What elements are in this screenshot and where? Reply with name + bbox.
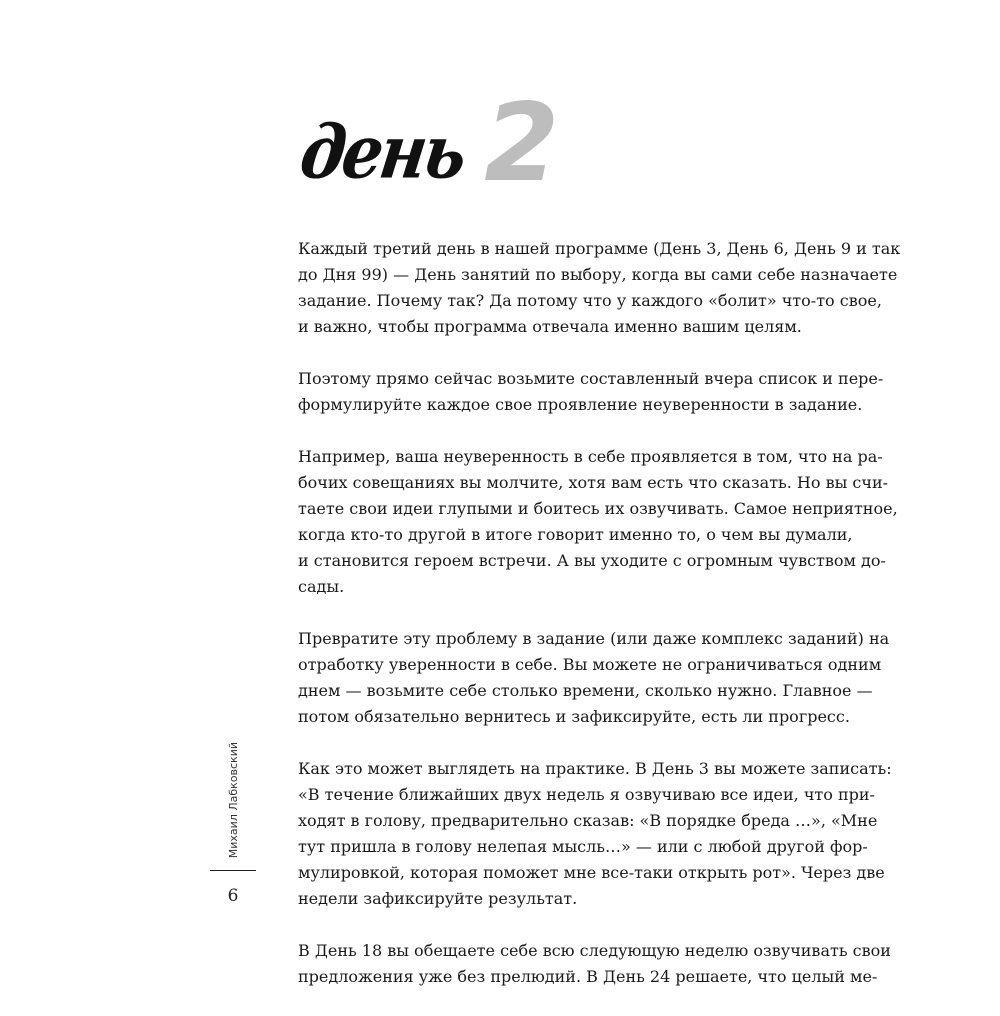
body-text: [298, 236, 901, 1016]
paragraph-line: В День 18 вы обещаете себе всю следующую неделю озвучивать свои: [298, 941, 891, 960]
paragraph-line: когда кто-то другой в итоге говорит именно то, о чем вы думали,: [298, 525, 853, 544]
paragraph-line: сады.: [298, 577, 345, 596]
paragraph-line: Превратите эту проблему в задание (или даже комплекс заданий) на: [298, 629, 890, 648]
page-number: 6: [227, 886, 239, 906]
paragraph-line: предложения уже без прелюдий. В День 24 решаете, что целый ме-: [298, 967, 878, 986]
paragraph-line: и важно, чтобы программа отвечала именно вашим целям.: [298, 317, 802, 336]
paragraph-line: задание. Почему так? Да потому что у каждого «болит» что-то свое,: [298, 291, 882, 310]
paragraph-line: мулировкой, которая поможет мне все-таки открыть рот». Через две: [298, 863, 885, 882]
sidebar-divider: [210, 870, 256, 871]
paragraph-line: Как это может выглядеть на практике. В День 3 вы можете записать:: [298, 759, 892, 778]
paragraph-line: тут пришла в голову нелепая мысль…» — или с любой другой фор-: [298, 837, 868, 856]
paragraph-line: потом обязательно вернитесь и зафиксируйте, есть ли прогресс.: [298, 707, 850, 726]
running-author: [224, 742, 242, 859]
paragraph: [298, 626, 890, 730]
paragraph: [298, 756, 892, 912]
paragraph: [298, 236, 901, 340]
chapter-heading-number: 2: [484, 81, 560, 206]
paragraph-line: недели зафиксируйте результат.: [298, 889, 578, 908]
paragraph-line: и становится героем встречи. А вы уходите с огромным чувством до-: [298, 551, 886, 570]
paragraph-line: отработку уверенности в себе. Вы можете не ограничиваться одним: [298, 655, 882, 674]
chapter-heading-word: день: [295, 109, 470, 196]
paragraph-line: таете свои идеи глупыми и боитесь их озвучивать. Самое неприятное,: [298, 499, 898, 518]
paragraph-line: формулируйте каждое свое проявление неуверенности в задание.: [298, 395, 863, 414]
chapter-heading: [295, 81, 560, 206]
paragraph: [298, 444, 898, 600]
paragraph-line: «В течение ближайших двух недель я озвучиваю все идеи, что при-: [298, 785, 875, 804]
paragraph-line: Например, ваша неуверенность в себе проявляется в том, что на ра-: [298, 447, 883, 466]
running-author-label: Михаил Лабковский: [226, 742, 240, 859]
paragraph: [298, 938, 891, 990]
paragraph-line: Поэтому прямо сейчас возьмите составленный вчера список и пере-: [298, 369, 884, 388]
paragraph-line: днем — возьмите себе столько времени, сколько нужно. Главное —: [298, 681, 873, 700]
paragraph-line: ходят в голову, предварительно сказав: «В порядке бреда …», «Мне: [298, 811, 878, 830]
paragraph-line: бочих совещаниях вы молчите, хотя вам есть что сказать. Но вы счи-: [298, 473, 889, 492]
paragraph-line: до Дня 99) — День занятий по выбору, когда вы сами себе назначаете: [298, 265, 898, 284]
paragraph: [298, 366, 884, 418]
paragraph-line: Каждый третий день в нашей программе (День 3, День 6, День 9 и так: [298, 239, 901, 258]
